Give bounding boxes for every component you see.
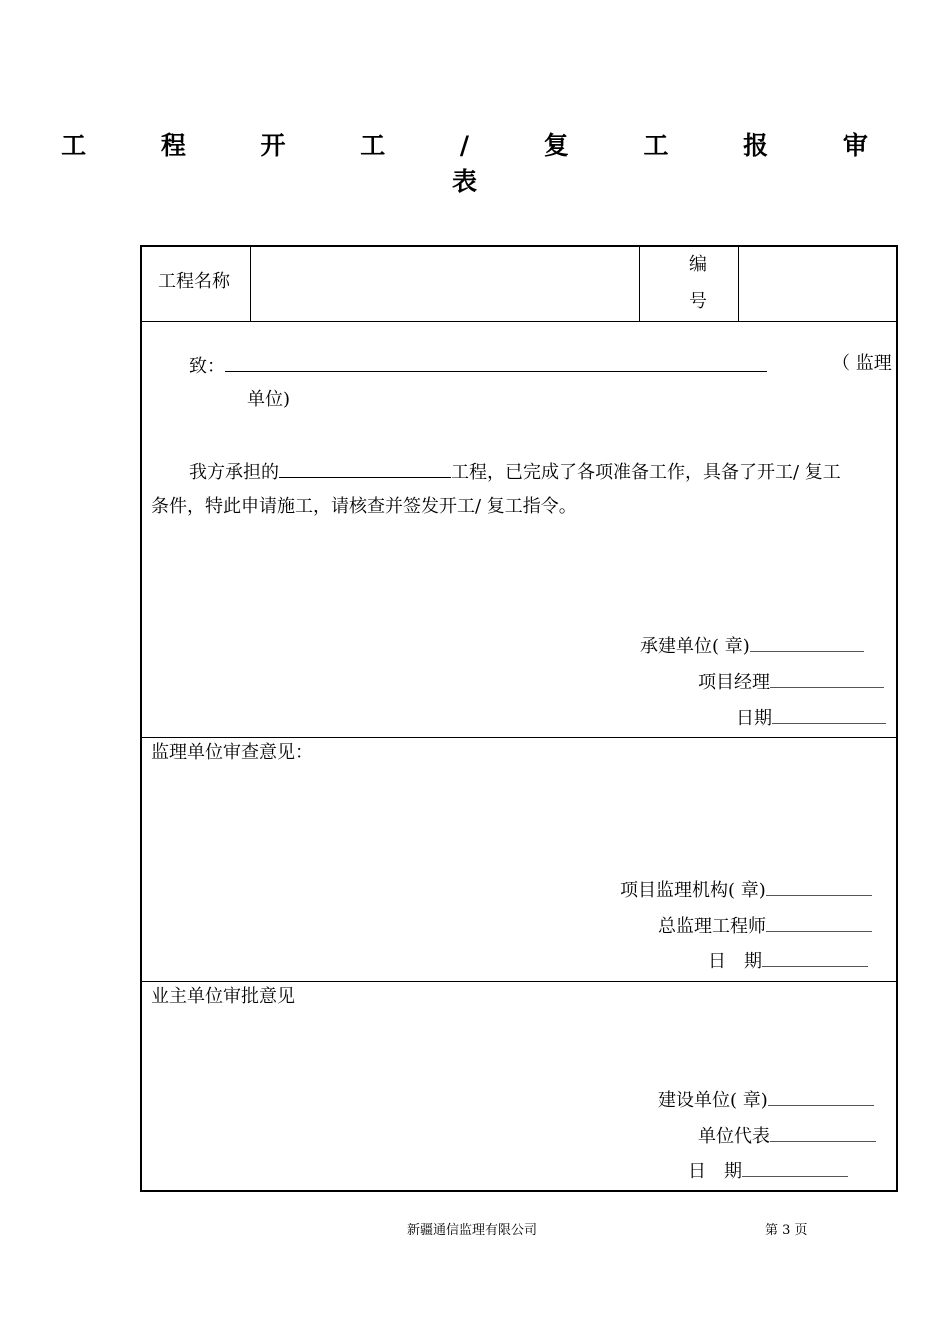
application-to-line [189,353,767,378]
owner-heading: 业主单位审批意见 [151,986,295,1007]
project-name-field[interactable] [254,249,636,319]
owner-date-blank[interactable] [742,1158,848,1177]
owner-org-sign: 建设单位( 章) [658,1087,874,1112]
owner-org-blank[interactable] [768,1087,874,1106]
supervision-heading: 监理单位审查意见： [151,742,313,763]
header-divider [639,247,640,322]
number-label-bottom: 号 [689,291,707,312]
approval-form-table [140,245,898,1192]
supervision-date-blank[interactable] [762,948,868,967]
owner-date: 日 期 [688,1158,848,1183]
number-field[interactable] [742,249,894,319]
project-name-label: 工程名称 [158,271,230,292]
project-blank[interactable] [279,459,451,478]
supervisor-suffix-unit: 单位) [247,389,291,410]
supervision-org-blank[interactable] [766,877,872,896]
supervisor-suffix: （ 监理 [832,353,892,374]
owner-rep-sign: 单位代表 [698,1123,876,1148]
contractor-sign: 承建单位( 章) [640,633,864,658]
footer-company: 新疆通信监理有限公司 [407,1223,538,1238]
number-label-top: 编 [689,254,707,275]
manager-sign-blank[interactable] [770,669,884,688]
contractor-sign-blank[interactable] [750,633,864,652]
manager-sign: 项目经理 [698,669,884,694]
row-divider [142,737,896,738]
owner-rep-blank[interactable] [770,1123,876,1142]
to-label: 致： [189,356,225,377]
application-date-blank[interactable] [772,705,886,724]
application-body-line-2: 条件，特此申请施工，请核查并签发开工/ 复工指令。 [151,496,577,517]
row-divider [142,321,896,322]
row-divider [142,981,896,982]
supervisor-unit-blank[interactable] [225,353,767,372]
header-divider [250,247,251,322]
header-divider [738,247,739,322]
footer-page-number: 第 3 页 [765,1223,808,1238]
supervision-org-sign: 项目监理机构( 章) [620,877,872,902]
page-title: 工 程 开 工 / 复 工 报 审 表 [61,131,901,196]
chief-supervisor-sign: 总监理工程师 [658,913,872,938]
supervision-date: 日 期 [708,948,868,973]
application-body-line-1: 我方承担的 工程，已完成了各项准备工作，具备了开工/ 复工 [189,459,841,484]
application-date: 日期 [736,705,886,730]
chief-supervisor-blank[interactable] [766,913,872,932]
